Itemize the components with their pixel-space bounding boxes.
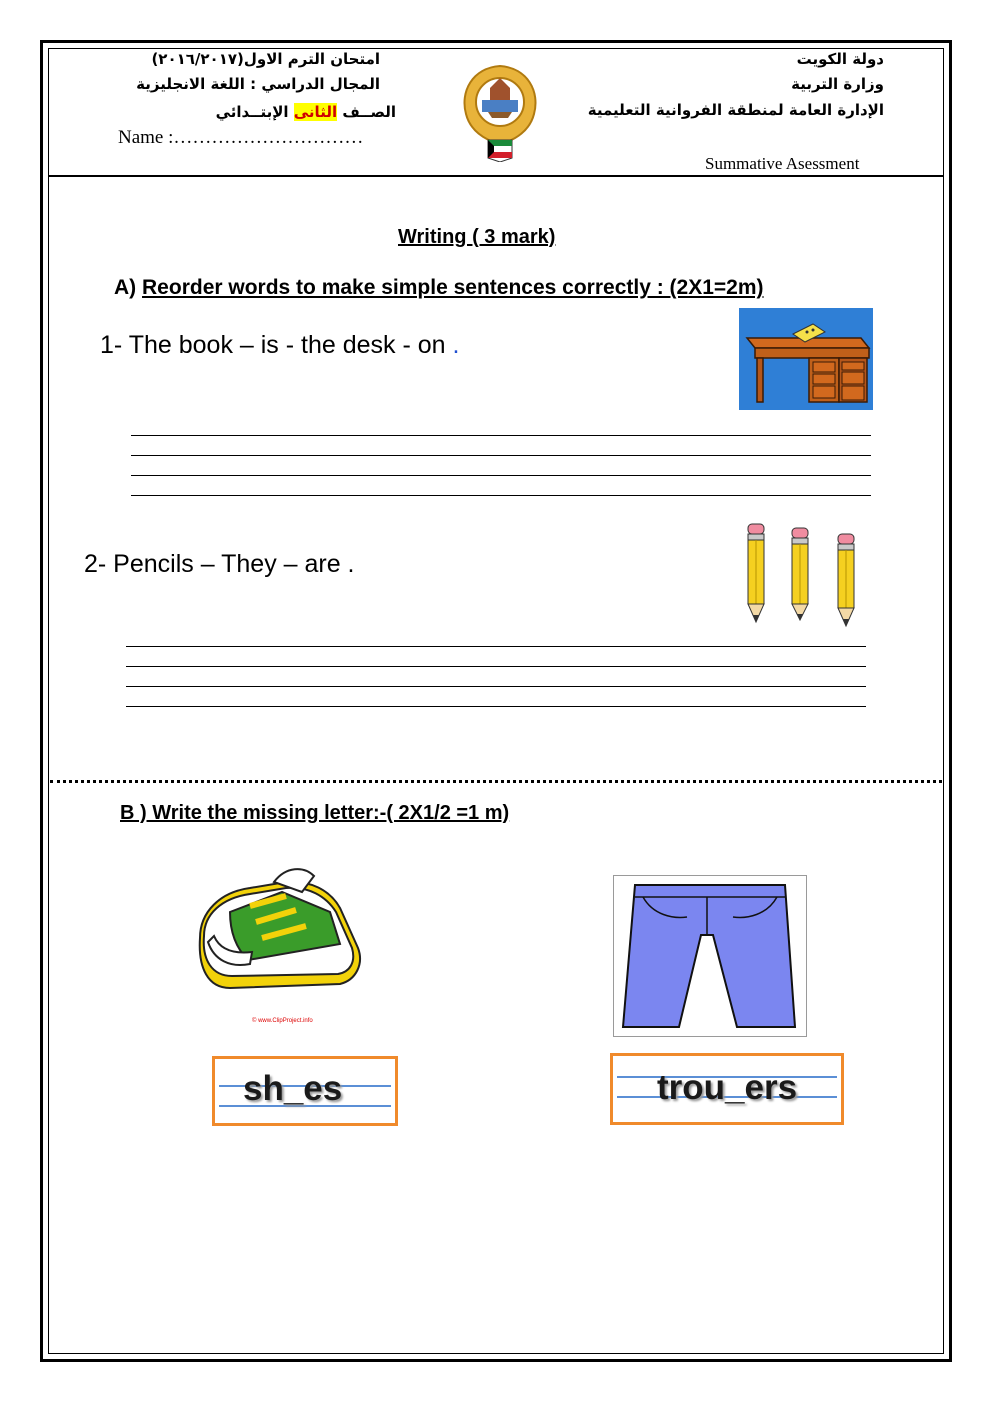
header-exam: امتحان الترم الاول(٢٠١٦/٢٠١٧) <box>151 50 380 68</box>
grade-prefix: الصــف <box>342 103 396 121</box>
answer-line[interactable] <box>126 686 866 687</box>
answer-line[interactable] <box>131 455 871 456</box>
header-grade <box>216 103 396 121</box>
grade-highlight: الثانى <box>293 103 338 121</box>
answer-line[interactable] <box>126 706 866 707</box>
section-a-prefix: A) <box>114 276 137 299</box>
desk-picture <box>739 308 873 410</box>
question-1-period: . <box>452 331 460 359</box>
shoes-picture <box>190 852 366 1030</box>
section-divider <box>50 780 942 783</box>
section-a-heading <box>114 276 764 300</box>
answer-line[interactable] <box>131 495 871 496</box>
section-a-instruction: Reorder words to make simple sentences correctly : (2X1=2m) <box>142 276 764 299</box>
section-b-instruction: B ) Write the missing letter:-( 2X1/2 =1 m) <box>120 802 510 824</box>
pencils-picture <box>742 520 866 628</box>
word-box-shoes[interactable] <box>212 1056 398 1126</box>
header-state: دولة الكويت <box>796 50 884 68</box>
writing-title: Writing ( 3 mark) <box>398 226 556 248</box>
kuwait-emblem-icon <box>452 62 548 162</box>
header-subject: المجال الدراسي : اللغة الانجليزية <box>136 75 380 93</box>
shoes-watermark: © www.ClipProject.info <box>252 1018 313 1024</box>
question-2: 2- Pencils – They – are . <box>84 550 355 578</box>
header-ministry: وزارة التربية <box>791 75 884 93</box>
header-directorate: الإدارة العامة لمنطقة الفروانية التعليمية <box>587 101 884 119</box>
answer-line[interactable] <box>126 646 866 647</box>
missing-letter-word-2: trou_ers <box>657 1068 798 1107</box>
answer-line[interactable] <box>131 435 871 436</box>
header-divider <box>48 175 944 177</box>
grade-suffix: الإبتــدائي <box>215 103 289 121</box>
assessment-label: Summative Asessment <box>705 154 860 173</box>
question-1 <box>100 331 459 360</box>
name-field: Name :………………………… <box>118 127 364 148</box>
answer-line[interactable] <box>126 666 866 667</box>
missing-letter-word-1: sh_es <box>243 1069 343 1108</box>
question-1-text: 1- The book – is - the desk - on <box>100 331 446 359</box>
answer-line[interactable] <box>131 475 871 476</box>
trousers-picture <box>613 875 807 1037</box>
word-box-trousers[interactable] <box>610 1053 844 1125</box>
